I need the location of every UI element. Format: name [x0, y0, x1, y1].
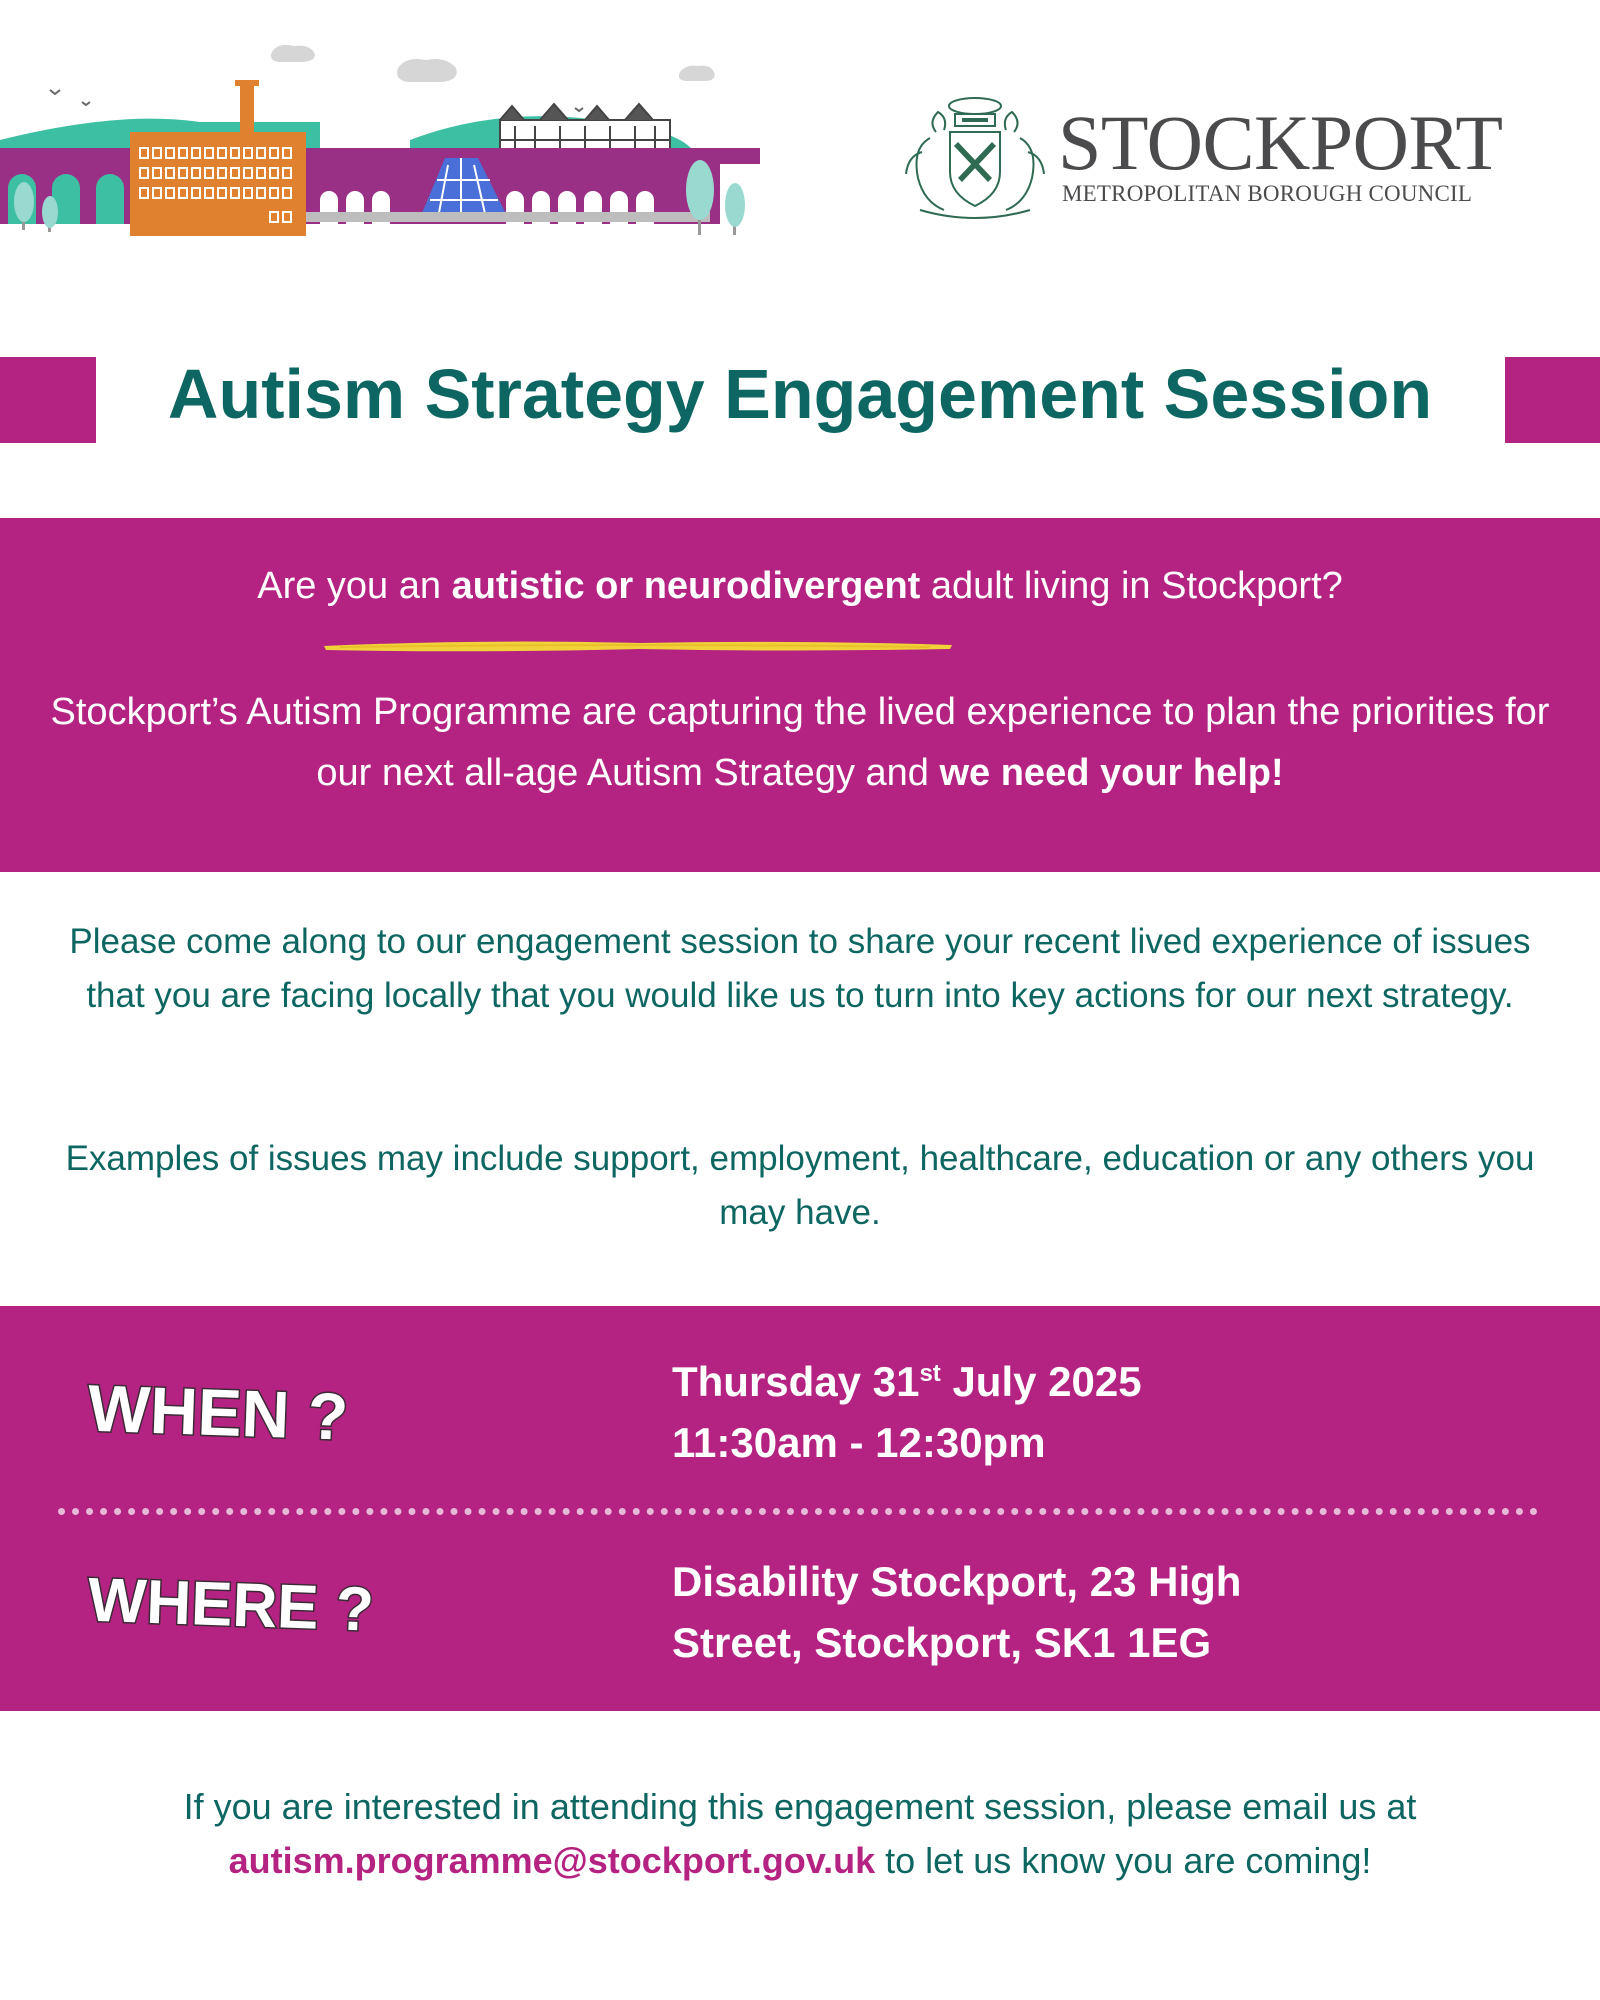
footer-rsvp [40, 1780, 1560, 1888]
clouds [271, 45, 715, 82]
where-label-text: WHERE ? [86, 1565, 375, 1645]
when-details [672, 1352, 1552, 1474]
council-name: STOCKPORT [1058, 99, 1503, 186]
where-address-line1: Disability Stockport, 23 High [672, 1558, 1242, 1605]
where-details [672, 1552, 1552, 1674]
council-subtitle: METROPOLITAN BOROUGH COUNCIL [1062, 181, 1473, 206]
page-title: Autism Strategy Engagement Session [167, 355, 1433, 433]
intro-paragraph [40, 682, 1560, 804]
where-address-line2: Street, Stockport, SK1 1EG [672, 1618, 1212, 1666]
when-bubble-label [80, 1358, 410, 1458]
when-label-text: WHEN ? [86, 1370, 350, 1454]
yellow-highlight-stroke [320, 637, 956, 655]
body-paragraph-invitation: Please come along to our engagement session to share your recent lived experience of issues that you are facing locally that you would like us to turn into key actions for our next strategy. [69, 922, 1531, 1016]
rsvp-email-link[interactable]: autism.programme@stockport.gov.uk [228, 1840, 876, 1881]
dotted-divider [58, 1508, 1538, 1515]
where-bubble-label [80, 1552, 410, 1652]
when-month: July 2025 [940, 1358, 1142, 1405]
birds [50, 90, 583, 111]
when-date-suffix: st [919, 1360, 941, 1387]
intro-question-bold: autistic or neurodivergent [451, 565, 921, 607]
intro-question [0, 563, 1600, 611]
when-day: Thursday 31 [672, 1358, 920, 1405]
when-date [672, 1352, 1552, 1413]
footer-line1: If you are interested in attending this engagement session, please email us at [183, 1786, 1417, 1827]
stockport-skyline-illustration [0, 40, 760, 255]
when-time: 11:30am - 12:30pm [672, 1418, 1046, 1466]
intro-question-pre: Are you an [257, 565, 452, 607]
footer-line2-text: to let us know you are coming! [875, 1840, 1372, 1881]
intro-paragraph-text: Stockport’s Autism Programme are capturing the lived experience to plan the priorities for our next all-age Autism Strategy and [50, 691, 1550, 794]
intro-question-post: adult living in Stockport? [920, 565, 1343, 607]
footer-line2 [40, 1834, 1560, 1888]
mill-factory [130, 80, 306, 236]
intro-paragraph-bold: we need your help! [939, 751, 1284, 794]
body-paragraph-examples: Examples of issues may include support, employment, healthcare, education or any others you may have. [65, 1139, 1535, 1233]
grey-bridge [306, 212, 710, 222]
council-coat-of-arms-logo [900, 92, 1050, 222]
